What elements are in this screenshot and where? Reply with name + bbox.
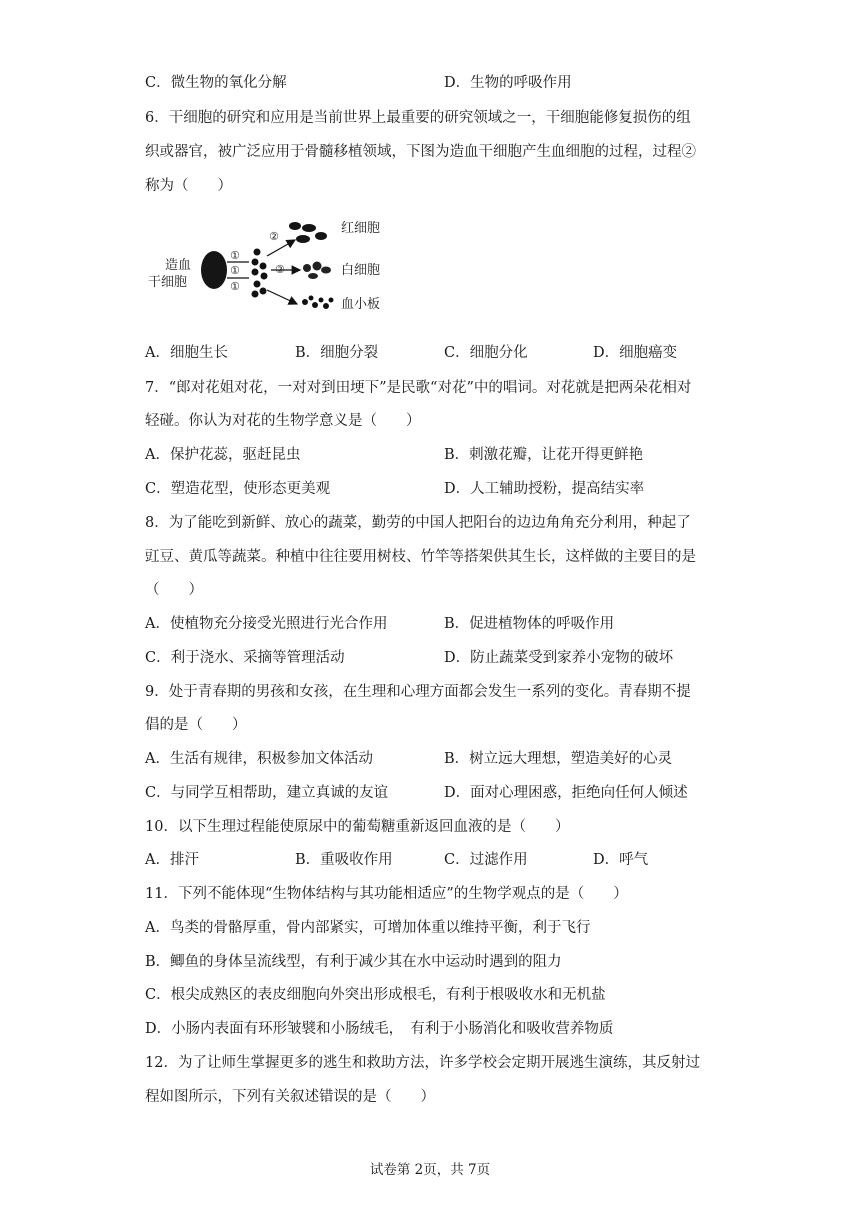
- q5-option-c: C．微生物的氧化分解: [145, 75, 287, 91]
- platelets: [302, 296, 334, 310]
- q11-stem: 11．下列不能体现“生物体结构与其功能相适应”的生物学观点的是（ ）: [145, 886, 628, 902]
- q7-option-d: D．人工辅助授粉，提高结实率: [444, 481, 645, 497]
- q10-stem: 10．以下生理过程能使原尿中的葡萄糖重新返回血液的是（ ）: [145, 819, 570, 835]
- source-label-2: 干细胞: [148, 275, 188, 290]
- target-label-white: 白细胞: [341, 263, 381, 278]
- source-label-1: 造血: [165, 258, 192, 273]
- q10-option-b: B．重吸收作用: [295, 852, 393, 868]
- q8-option-d: D．防止蔬菜受到家养小宠物的破坏: [444, 650, 674, 666]
- step1-label-bottom: ①: [230, 280, 240, 293]
- q7-option-a: A．保护花蕊，驱赶昆虫: [145, 447, 301, 463]
- progenitor-cells: [252, 249, 268, 298]
- q7-stem-line-1: 7．“郎对花姐对花，一对对到田埂下”是民歌“对花”中的唱词。对花就是把两朵花相对: [145, 380, 692, 396]
- q11-option-c: C．根尖成熟区的表皮细胞向外突出形成根毛，有利于根吸收水和无机盐: [145, 987, 606, 1003]
- q9-stem-line-2: 倡的是（ ）: [145, 717, 247, 733]
- arrow-to-platelet: [267, 290, 297, 304]
- q9-option-b: B．树立远大理想，塑造美好的心灵: [444, 751, 673, 767]
- q8-stem-line-1: 8．为了能吃到新鲜、放心的蔬菜，勤劳的中国人把阳台的边边角角充分利用，种起了: [145, 515, 691, 531]
- q6-option-b: B．细胞分裂: [295, 345, 379, 361]
- q7-option-c: C．塑造花型，使形态更美观: [145, 481, 331, 497]
- q6-stem-line-2: 织或器官，被广泛应用于骨髓移植领域，下图为造血干细胞产生血细胞的过程，过程②: [145, 144, 696, 160]
- q12-stem-line-1: 12．为了让师生掌握更多的逃生和救助方法，许多学校会定期开展逃生演练，其反射过: [145, 1055, 700, 1071]
- q10-option-c: C．过滤作用: [444, 852, 528, 868]
- q6-stem-line-3: 称为（ ）: [145, 178, 232, 194]
- hematopoiesis-diagram: [145, 212, 390, 330]
- hematopoiesis-svg: [145, 212, 390, 330]
- q8-stem-line-3: （ ）: [145, 582, 203, 598]
- step1-label-top: ①: [230, 249, 240, 262]
- q5-option-d: D．生物的呼吸作用: [444, 75, 572, 91]
- q12-stem-line-2: 程如图所示，下列有关叙述错误的是（ ）: [145, 1089, 435, 1105]
- q11-option-b: B．鲫鱼的身体呈流线型，有利于减少其在水中运动时遇到的阻力: [145, 954, 562, 970]
- q9-option-c: C．与同学互相帮助，建立真诚的友谊: [145, 785, 389, 801]
- q6-option-c: C．细胞分化: [444, 345, 528, 361]
- q11-option-a: A．鸟类的骨骼厚重，骨内部紧实，可增加体重以维持平衡，利于飞行: [145, 920, 591, 936]
- q8-option-a: A．使植物充分接受光照进行光合作用: [145, 616, 388, 632]
- q9-stem-line-1: 9．处于青春期的男孩和女孩，在生理和心理方面都会发生一系列的变化。青春期不提: [145, 684, 691, 700]
- q10-option-a: A．排汗: [145, 852, 199, 868]
- q7-option-b: B．刺激花瓣，让花开得更鲜艳: [444, 447, 644, 463]
- target-label-platelet: 血小板: [341, 297, 381, 312]
- q9-option-d: D．面对心理困惑，拒绝向任何人倾述: [444, 785, 688, 801]
- target-label-red: 红细胞: [341, 221, 381, 236]
- q6-stem-line-1: 6．干细胞的研究和应用是当前世界上最重要的研究领域之一，干细胞能修复损伤的组: [145, 110, 691, 126]
- q11-option-d: D．小肠内表面有环形皱襞和小肠绒毛， 有利于小肠消化和吸收营养物质: [145, 1021, 614, 1037]
- q8-option-c: C．利于浇水、采摘等管理活动: [145, 650, 345, 666]
- stem-cell: [201, 251, 227, 289]
- q8-stem-line-2: 豇豆、黄瓜等蔬菜。种植中往往要用树枝、竹竿等搭架供其生长，这样做的主要目的是: [145, 549, 696, 565]
- white-blood-cells: [303, 262, 331, 280]
- q6-option-d: D．细胞癌变: [593, 345, 678, 361]
- page-footer: 试卷第 2页，共 7页: [369, 1162, 491, 1178]
- step1-label-mid: ①: [230, 264, 240, 277]
- q7-stem-line-2: 轻碰。你认为对花的生物学意义是（ ）: [145, 413, 421, 429]
- step2-label-mid: ②: [275, 263, 285, 276]
- step2-label-top: ②: [269, 230, 279, 243]
- q8-option-b: B．促进植物体的呼吸作用: [444, 616, 615, 632]
- q9-option-a: A．生活有规律，积极参加文体活动: [145, 751, 373, 767]
- q6-option-a: A．细胞生长: [145, 345, 228, 361]
- q10-option-d: D．呼气: [593, 852, 649, 868]
